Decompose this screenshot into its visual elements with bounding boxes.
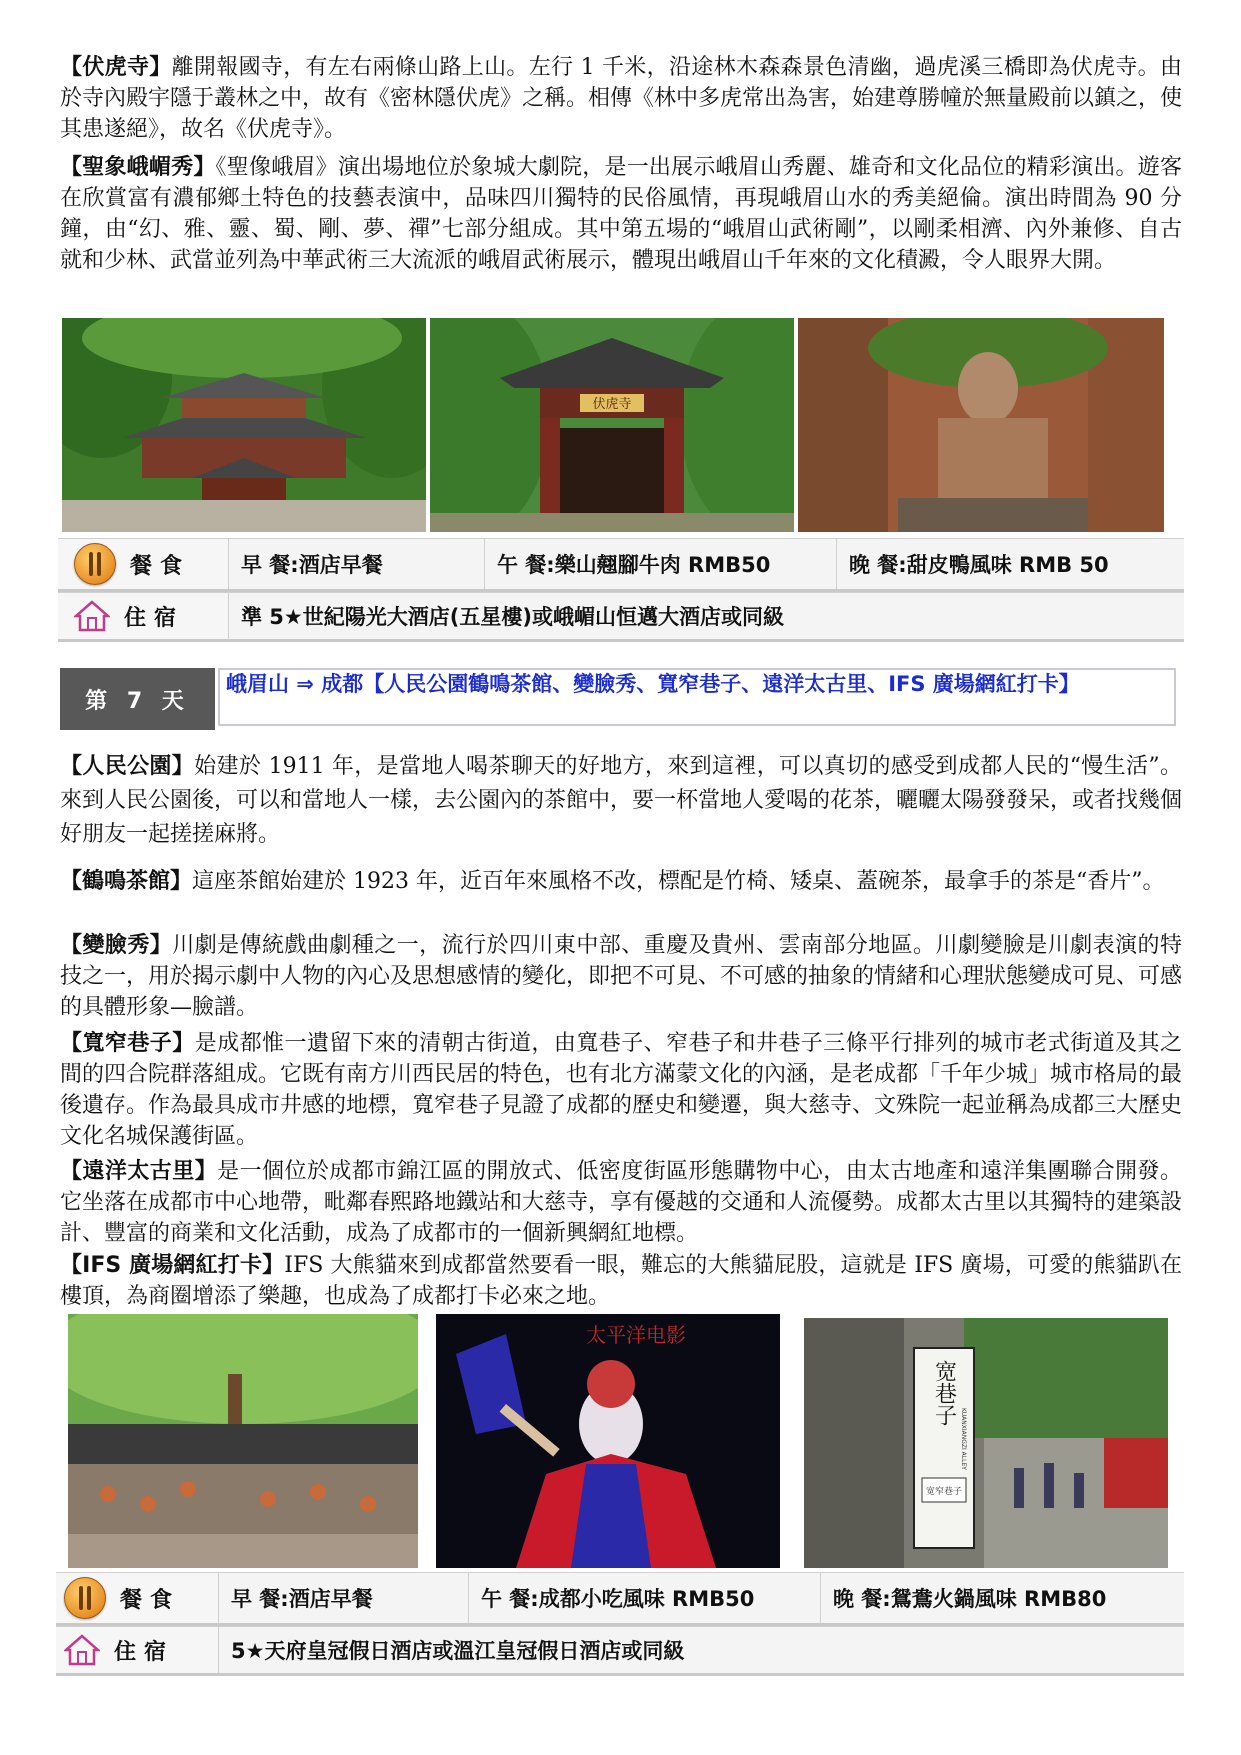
paragraph-peoples-park [60,750,1182,852]
paragraph-body: IFS 大熊貓來到成都當然要看一眼，難忘的大熊貓屁股，這就是 IFS 廣場，可愛的熊貓趴在樓頂，為商圈增添了樂趣，也成為了成都打卡必來之地。 [60,1253,1182,1309]
paragraph-body: 離開報國寺，有左右兩條山路上山。左行 1 千米，沿途林木森森景色清幽，過虎溪三橋即為伏虎寺。由於寺內殿宇隱于叢林之中，故有《密林隱伏虎》之稱。相傳《林中多虎常出為害，始建尊勝幢於無量殿前以鎮之，使其患遂絕》，故名《伏虎寺》。 [60,55,1183,142]
photo-kuanzhai-alley [804,1318,1168,1568]
meals-row [58,538,1184,592]
paragraph-taikoo-li [60,1156,1182,1249]
dinner-cell: 晚 餐:鴛鴦火鍋風味 RMB80 [820,1573,1184,1623]
dinner-cell: 晚 餐:甜皮鴨風味 RMB 50 [836,539,1184,589]
meals-row [56,1572,1184,1626]
hotel-value: 5★天府皇冠假日酒店或溫江皇冠假日酒店或同級 [218,1627,1184,1673]
hotel-row [56,1626,1184,1676]
utensils-icon [64,1577,106,1619]
paragraph-title: 【人民公園】 [60,754,195,779]
temple-plaque-text: 伏虎寺 [592,397,632,412]
alley-sign-text: 宽巷子 [931,1360,957,1426]
photo-peoples-park-teahouse [68,1314,418,1568]
breakfast-cell: 早 餐:酒店早餐 [218,1573,468,1623]
paragraph-ifs [60,1250,1182,1312]
paragraph-show [60,152,1182,276]
lunch-cell: 午 餐:樂山翹腳牛肉 RMB50 [484,539,836,589]
paragraph-heming-teahouse [60,866,1182,897]
stage-banner-text: 太平洋电影 [586,1323,686,1347]
hotel-value: 準 5★世紀陽光大酒店(五星樓)或峨嵋山恒邁大酒店或同級 [228,593,1184,639]
lunch-cell: 午 餐:成都小吃風味 RMB50 [468,1573,820,1623]
meals-label: 餐食 [130,553,191,579]
paragraph-title: 【鶴鳴茶館】 [60,869,193,894]
breakfast-cell: 早 餐:酒店早餐 [228,539,484,589]
paragraph-body: 是成都惟一遺留下來的清朝古街道，由寬巷子、窄巷子和井巷子三條平行排列的城市老式街道及其之間的四合院群落組成。它既有南方川西民居的特色，也有北方滿蒙文化的內涵，是老成都「千年少城」城市格局的最後遺存。作為最具成市井感的地標，寬窄巷子見證了成都的歷史和變遷，與大慈寺、文殊院一起並稱為成都三大歷史文化名城保護街區。 [60,1031,1183,1149]
meals-label: 餐食 [120,1587,181,1613]
hotel-label-cell [58,593,228,639]
paragraph-title: 【寬窄巷子】 [60,1031,195,1056]
paragraph-body: 川劇是傳統戲曲劇種之一，流行於四川東中部、重慶及貴州、雲南部分地區。川劇變臉是川劇表演的特技之一，用於揭示劇中人物的內心及思想感情的變化，即把不可見、不可感的抽象的情緒和心理狀態變成可見、可感的具體形象—臉譜。 [60,933,1183,1020]
paragraph-title: 【伏虎寺】 [60,55,172,80]
paragraph-body: 《聖像峨眉》演出場地位於象城大劇院，是一出展示峨眉山秀麗、雄奇和文化品位的精彩演出。遊客在欣賞富有濃郁鄉土特色的技藝表演中，品味四川獨特的民俗風情，再現峨眉山水的秀美絕倫。演出時間為 90 分鐘，由“幻、雅、靈、蜀、剛、夢、禪”七部分組成。其中第五場的“峨眉山武術剛”，以剛柔相濟、內外兼修、自古就和少林、武當並列為中華武術三大流派的峨眉武術展示，體現出峨眉山千年來的文化積澱，令人眼界大開。 [60,155,1182,273]
hotel-row [58,592,1184,642]
paragraph-face-changing [60,930,1182,1023]
paragraph-body: 始建於 1911 年，是當地人喝茶聊天的好地方，來到這裡，可以真切的感受到成都人民的“慢生活”。來到人民公園後，可以和當地人一樣，去公園內的茶館中，要一杯當地人愛喝的花茶，曬曬太陽發發呆，或者找幾個好朋友一起搓搓麻將。 [60,754,1183,847]
house-icon [64,1634,100,1666]
hotel-label: 住宿 [114,1639,175,1665]
photo-face-changing-show [436,1314,780,1568]
day-route-title: 峨眉山 ⇒ 成都【人民公園鶴鳴茶館、變臉秀、寬窄巷子、遠洋太古里、IFS 廣場網紅打卡】 [218,668,1176,726]
paragraph-kuanzhai-alley [60,1028,1182,1152]
hotel-label: 住宿 [124,605,185,631]
paragraph-title: 【聖象峨嵋秀】 [60,155,216,180]
photo-fuhu-temple-gate [430,318,794,532]
paragraph-body: 是一個位於成都市錦江區的開放式、低密度街區形態購物中心，由太古地產和遠洋集團聯合開發。它坐落在成都市中心地帶，毗鄰春熙路地鐵站和大慈寺，享有優越的交通和人流優勢。成都太古里以其獨特的建築設計、豐富的商業和文化活動，成為了成都市的一個新興網紅地標。 [60,1159,1183,1246]
alley-sign-english: KUANXIANGZI ALLEY [960,1408,967,1470]
photo-temple-complex [62,318,426,532]
photo-giant-buddha [798,318,1164,532]
meals-label-cell [56,1573,218,1623]
meals-label-cell [58,539,228,589]
house-icon [74,600,110,632]
day-label: 第 7 天 [60,668,215,730]
alley-sign-small: 宽窄巷子 [925,1487,963,1497]
hotel-label-cell [56,1627,218,1673]
paragraph-body: 這座茶館始建於 1923 年，近百年來風格不改，標配是竹椅、矮桌、蓋碗茶，最拿手的茶是“香片”。 [192,869,1165,894]
paragraph-title: 【IFS 廣場網紅打卡】 [60,1253,285,1278]
paragraph-title: 【遠洋太古里】 [60,1159,218,1184]
paragraph-fuhu-temple [60,52,1182,145]
utensils-icon [74,543,116,585]
paragraph-title: 【變臉秀】 [60,933,173,958]
